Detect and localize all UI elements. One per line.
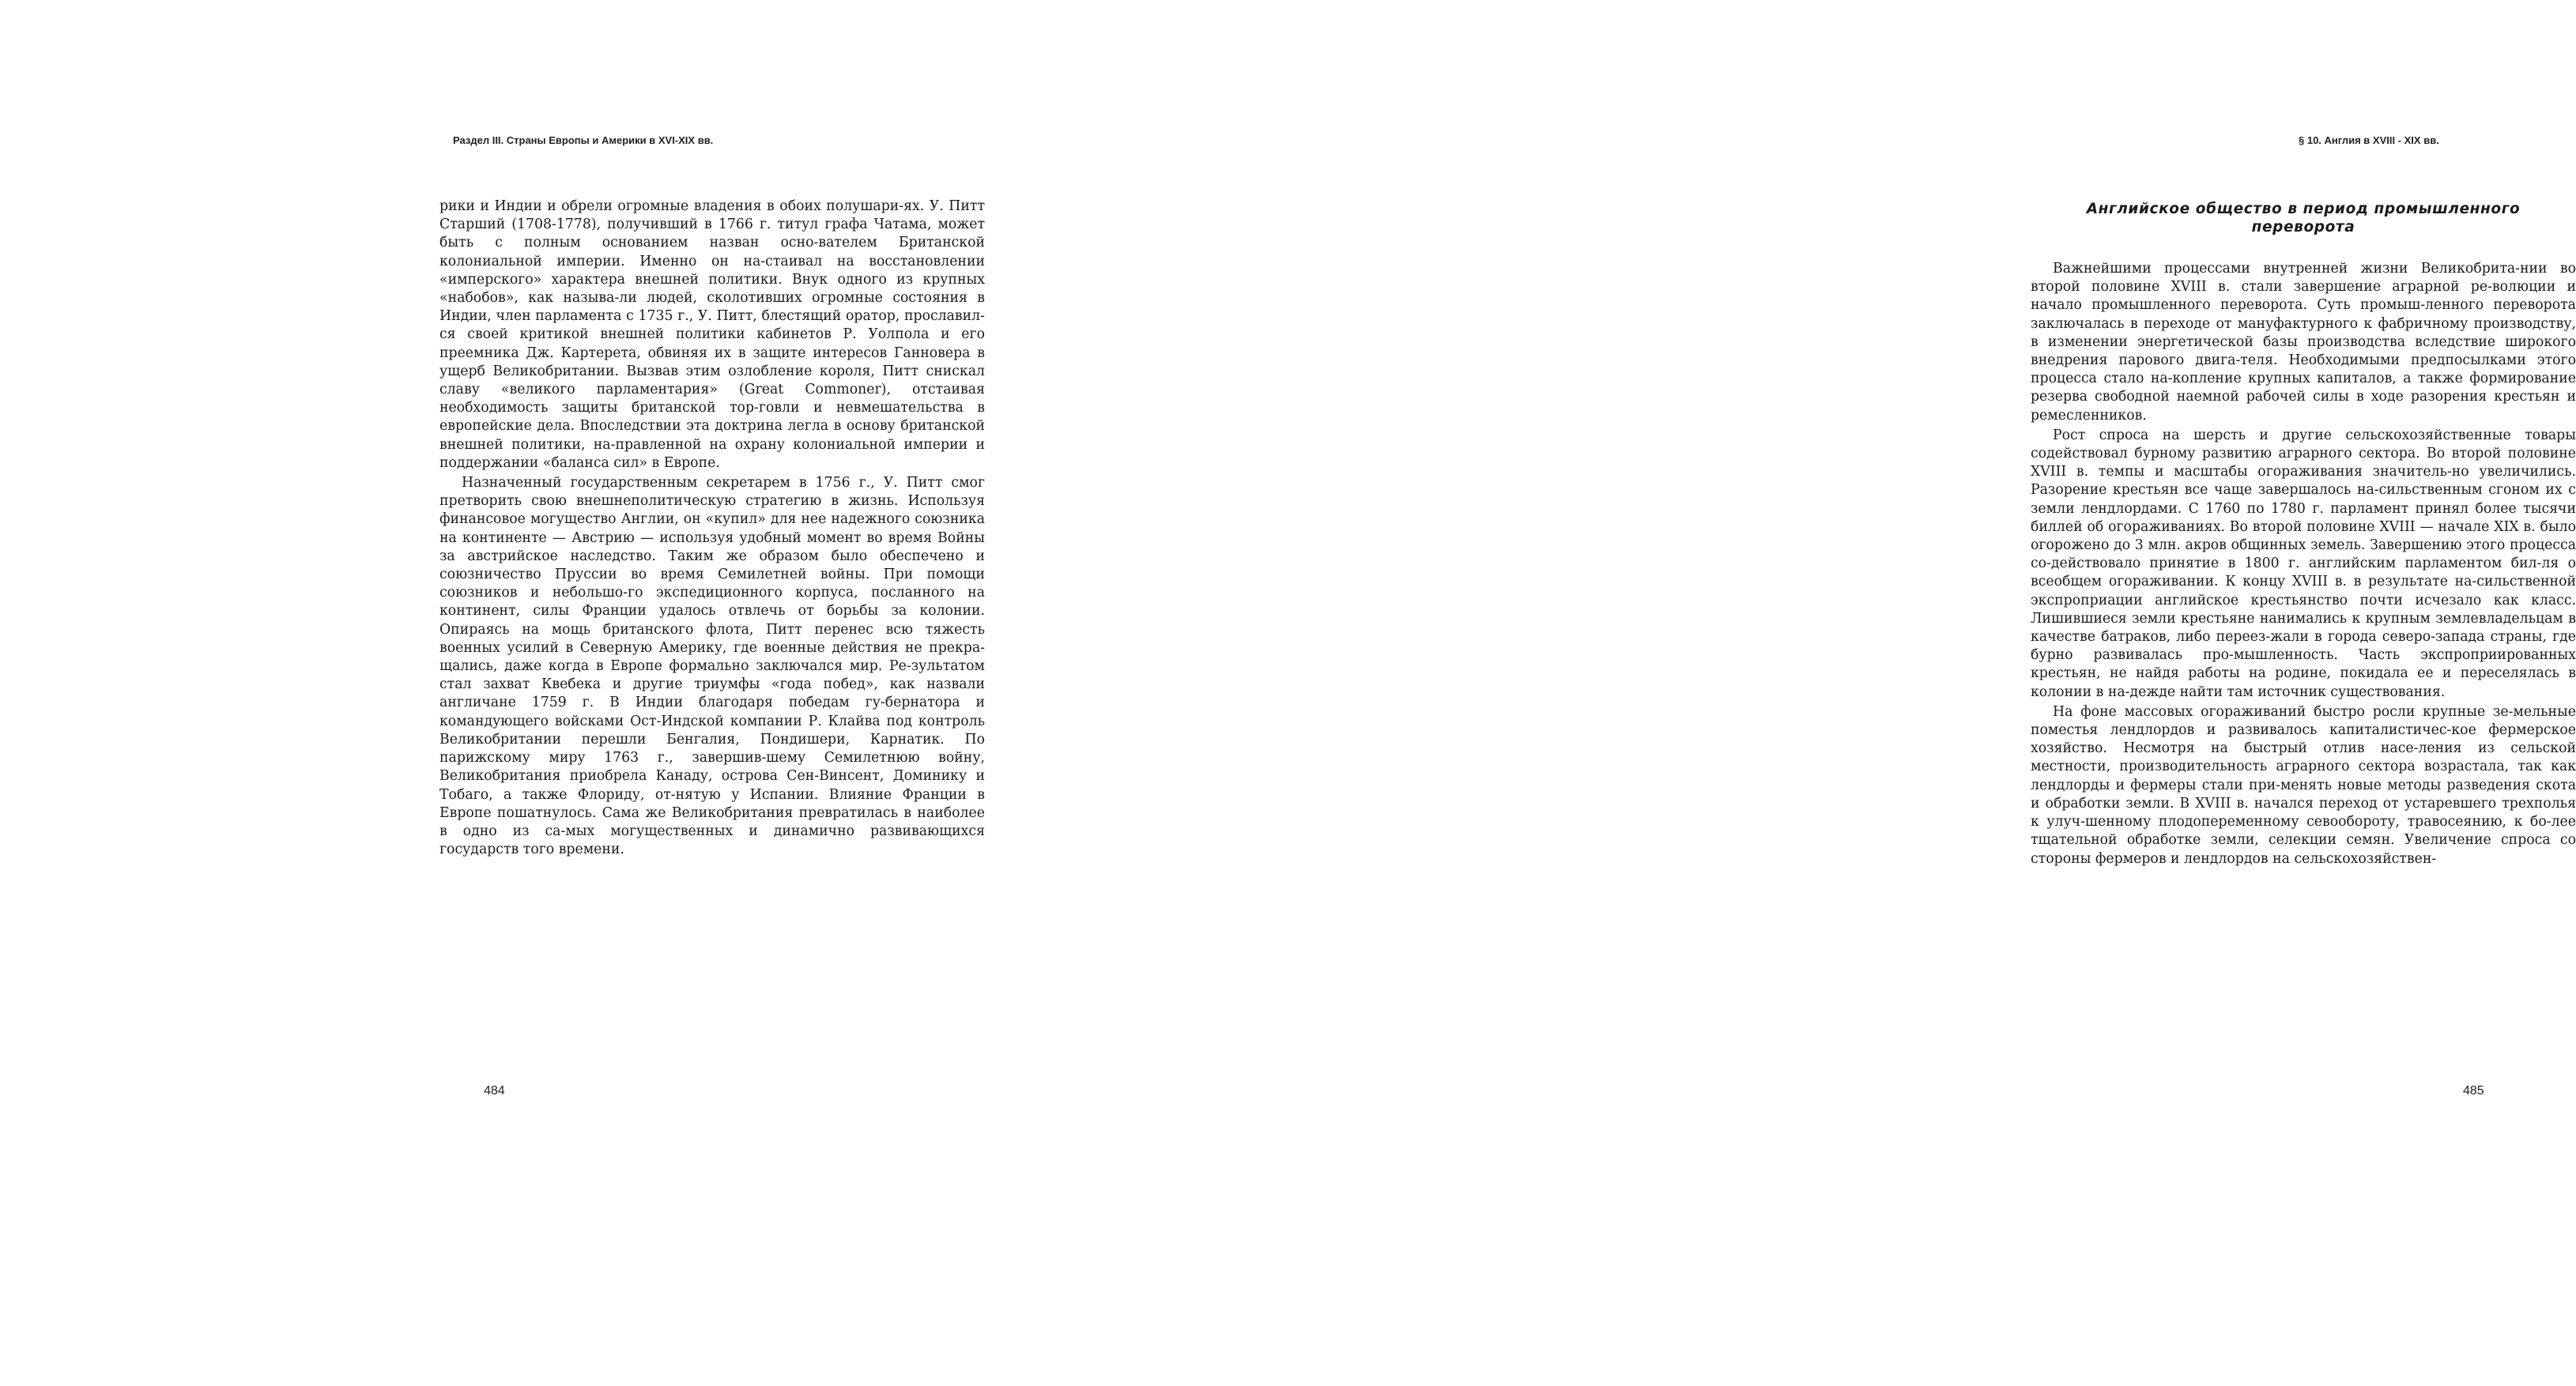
right-paragraph-2: Рост спроса на шерсть и другие сельскохозяйственные товары содействовал бурному развитию аграрного сектора. Во второй половине XVIII в. темпы и масштабы огораживания значитель-но увеличились. Разорение крестьян все чаще завершалось на-сильственным сгоном их с земли лендлордами. С 1760 по 1780 г. парламент принял более тысячи биллей об огораживаниях. Во второй половине XVIII — начале XIX в. было огорожено до 3 млн. акров общинных земель. Завершению этого процесса со-действовало принятие в 1800 г. английским парламентом бил-ля о всеобщем огораживании. К концу XVIII в. в результате на-сильственной экспроприации английское крестьянство почти исчезало как класс. Лишившиеся земли крестьяне нанимались к крупным землевладельцам в качестве батраков, либо переез-жали в города северо-запада страны, где бурно развивалась про-мышленность. Часть экспроприированных крестьян, не найдя работы на родине, покидала ее и переселялась в колонии в на-дежде найти там источник существования. xyxy=(2031,427,2576,700)
left-page xyxy=(0,0,985,1386)
left-page-number: 484 xyxy=(484,1084,505,1098)
left-paragraph-1: рики и Индии и обрели огромные владения в обоих полушари-ях. У. Питт Старший (1708-1778), получивший в 1766 г. титул графа Чатама, может быть с полным основанием назван осно-вателем Британской колониальной империи. Именно он на-стаивал на восстановлении «имперского» характера внешней политики. Внук одного из крупных «набобов», как называ-ли людей, сколотивших огромные состояния в Индии, член парламента с 1735 г., У. Питт, блестящий оратор, прославил-ся своей критикой внешней политики кабинетов Р. Уолпола и его преемника Дж. Картерета, обвиняя их в защите интересов Ганновера в ущерб Великобритании. Вызвав этим озлобление короля, Питт снискал славу «великого парламентария» (Great Commoner), отстаивая необходимость защиты британской тор-говли и невмешательства в европейские дела. Впоследствии эта доктрина легла в основу британской внешней политики, на-правленной на охрану колониальной империи и поддержании «баланса сил» в Европе. xyxy=(439,198,985,471)
right-paragraph-3: На фоне массовых огораживаний быстро росли крупные зе-мельные поместья лендлордов и развивалось капиталистичес-кое фермерское хозяйство. Несмотря на быстрый отлив насе-ления из сельской местности, производительность аграрного сектора возрастала, так как лендлорды и фермеры стали при-менять новые методы разведения скота и обработки земли. В XVIII в. начался переход от устаревшего трехполья к улуч-шенному плодопеременному севообороту, травосеянию, к бо-лее тщательной обработке земли, селекции семян. Увеличение спроса со стороны фермеров и лендлордов на сельскохозяйствен- xyxy=(2031,703,2576,867)
right-running-head: § 10. Англия в XVIII - XIX вв. xyxy=(2299,134,2439,146)
left-text-column xyxy=(439,198,985,859)
right-text-column xyxy=(2031,200,2576,868)
left-paragraph-2: Назначенный государственным секретарем в 1756 г., У. Питт смог претворить свою внешнеполитическую стратегию в жизнь. Используя финансовое могущество Англии, он «купил» для нее надежного союзника на континенте — Австрию — используя удобный момент во время Войны за австрийское наследство. Таким же образом было обеспечено и союзничество Пруссии во время Семилетней войны. При помощи союзников и небольшо-го экспедиционного корпуса, посланного на континент, силы Франции удалось отвлечь от борьбы за колонии. Опираясь на мощь британского флота, Питт перенес всю тяжесть военных усилий в Северную Америку, где военные действия не прекра-щались, даже когда в Европе формально заключался мир. Ре-зультатом стал захват Квебека и другие триумфы «года побед», как назвали англичане 1759 г. В Индии благодаря победам гу-бернатора и командующего войсками Ост-Индской компании Р. Клайва под контроль Великобритании перешли Бенгалия, Пондишери, Карнатик. По парижскому миру 1763 г., завершив-шему Семилетнюю войну, Великобритания приобрела Канаду, острова Сен-Винсент, Доминику и Тобаго, а также Флориду, от-нятую у Испании. Влияние Франции в Европе пошатнулось. Сама же Великобритания превратилась в наиболее в одно из са-мых могущественных и динамично развивающихся государств того времени. xyxy=(439,475,985,858)
right-page xyxy=(980,0,2576,1386)
right-paragraph-1: Важнейшими процессами внутренней жизни Великобрита-нии во второй половине XVIII в. стали завершение аграрной ре-волюции и начало промышленного переворота. Суть промыш-ленного переворота заключалась в переходе от мануфактурного к фабричному производству, в изменении энергетической базы производства вследствие широкого внедрения парового двига-теля. Необходимыми предпосылками этого процесса стало на-копление крупных капиталов, а также формирование резерва свободной наемной рабочей силы в ходе разорения крестьян и ремесленников. xyxy=(2031,261,2576,424)
left-running-head: Раздел III. Страны Европы и Америки в XVI-XIX вв. xyxy=(453,134,714,146)
right-page-number: 485 xyxy=(2463,1084,2484,1098)
section-title: Английское общество в период промышленного переворота xyxy=(2086,201,2521,235)
